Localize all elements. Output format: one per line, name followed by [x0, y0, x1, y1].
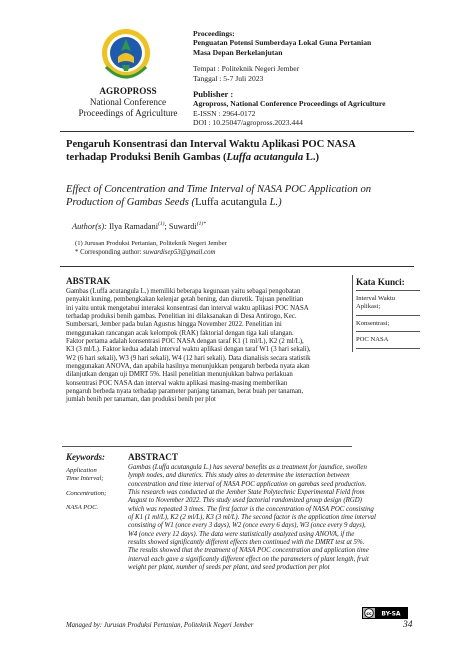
kata-kunci-rule	[356, 290, 420, 291]
etitle-line-1: Effect of Concentration and Time Interval of NASA POC Application on	[66, 184, 372, 195]
corresponding-author: * Corresponding author: suwardisep53@gmail.com	[75, 249, 216, 256]
abstract-line: W4 (once every 12 days). The data were statistically analyzed using ANOVA, if the	[128, 530, 355, 538]
header-divider	[60, 131, 414, 132]
abstrak-line: menggunakan rancangan acak kelompok (RAK) faktorial dengan tiga kali ulangan.	[66, 329, 294, 337]
proceedings-title-1: Penguatan Potensi Sumberdaya Lokal Guna Pertanian	[193, 38, 372, 48]
org-name: AGROPROSS	[99, 86, 157, 96]
proceedings-title-2: Masa Depan Berkelanjutan	[193, 47, 283, 57]
keyword-item: NASA POC.	[66, 504, 99, 512]
proceedings-block	[193, 29, 386, 128]
publisher-label: Publisher :	[193, 89, 234, 100]
abstrak-line: Gambas (Luffa acutangula L.) memiliki beberapa kegunaan yaitu sebagai pengobatan	[66, 288, 301, 295]
affiliation: (1) Jurusan Produksi Pertanian, Politeknik Negeri Jember	[75, 240, 227, 247]
proceedings-label: Proceedings:	[193, 29, 235, 38]
abstrak-line: konsentrasi POC NASA dan interval waktu aplikasi masing-masing memberikan	[66, 379, 288, 387]
agropross-logo-icon	[100, 27, 152, 83]
abstrak-line: terhadap produksi benih gambas. Penelitian ini dilaksanakan di Desa Antirogo, Kec.	[66, 313, 297, 321]
svg-text:cc: cc	[366, 612, 372, 617]
cc-license-icon[interactable]	[362, 607, 408, 619]
column-divider	[352, 275, 353, 352]
abstract-line: lymph nodes, and diuretics. This study aims to determine the interaction between	[128, 472, 350, 480]
kata-kunci-rule	[356, 348, 420, 349]
kata-kunci-rule	[356, 315, 420, 316]
keyword-item: Application Time Interval;	[66, 467, 104, 483]
section-divider	[60, 266, 414, 267]
abstrak-line: penyakit kuning, pembengkakan kelenjar getah bening, dan diuretik. Tujuan penelitian	[66, 296, 304, 304]
org-block	[60, 86, 196, 119]
abstrak-heading: ABSTRAK	[66, 276, 111, 286]
abstrak-line: dilanjutkan dengan uji DMRT 5%. Hasil penelitian menunjukkan bahwa perlakuan	[66, 371, 293, 379]
corresponding-email[interactable]: suwardisep53@gmail.com	[143, 249, 216, 256]
abstrak-line: Sumbersari, Jember pada bulan Agustus hingga November 2022. Penelitian ini	[66, 321, 282, 329]
abstract-line: weight per plant, number of seeds per plant, and seed production per plot	[128, 564, 330, 572]
article-english-title	[66, 183, 416, 209]
kata-kunci-item: Konsentrasi;	[356, 319, 390, 327]
abstract-line: results showed significantly different effects then continued with the DMRT test at 5%.	[128, 539, 365, 547]
authors-label: Author(s):	[72, 221, 107, 231]
abstrak-text	[66, 288, 348, 405]
abstract-line: Gambas (Luffa acutangula L.) has several benefits as a treatment for jaundice, swollen	[128, 464, 367, 471]
page-number: 34	[403, 620, 413, 630]
abstrak-line: jumlah benih per tanaman, dan produksi benih per plot	[66, 396, 216, 404]
keywords-heading: Keywords:	[66, 452, 105, 462]
abstrak-line: K3 (3 ml/L). Faktor kedua adalah interval waktu aplikasi dengan taraf W1 (3 hari sekali),	[66, 346, 311, 354]
publisher-name: Agropross, National Conference Proceedings of Agriculture	[193, 99, 386, 109]
abstrak-line: W2 (6 hari sekali), W3 (9 hari sekali), W4 (12 hari sekali). Data dianalisis secara statistik	[66, 354, 311, 362]
abstrak-line: Faktor pertama adalah konsentrasi POC NASA dengan taraf K1 (1 ml/L), K2 (2 ml/L),	[66, 338, 304, 346]
keyword-item: Concentration;	[66, 489, 107, 497]
kata-kunci-item: POC NASA	[356, 336, 389, 344]
issn: E-ISSN : 2964-0172	[193, 108, 256, 118]
abstract-heading: ABSTRACT	[128, 452, 179, 462]
proceedings-date: Tanggal : 5-7 Juli 2023	[193, 73, 264, 83]
license-badge-text: BY-SA	[381, 610, 401, 618]
abstract-line: consisting of W1 (once every 3 days), W2 (once every 6 days), W3 (once every 9 days),	[128, 522, 366, 530]
abstrak-line: ini yaitu untuk mengetahui interaksi konsentrasi dan interval waktu aplikasi POC NASA	[66, 304, 309, 312]
kata-kunci-box	[356, 277, 420, 353]
abstract-text	[128, 464, 414, 572]
abstract-line: of K1 (1 ml/L), K2 (2 ml/L), K3 (3 ml/L). The second factor is the application time interval	[128, 514, 376, 522]
title-line-1: Pengaruh Konsentrasi dan Interval Waktu Aplikasi POC NASA	[66, 139, 356, 150]
abstrak-line: menggunakan ANOVA, dan apabila hasilnya menunjukkan pengaruh berbeda nyata akan	[66, 363, 310, 371]
article-title	[66, 138, 416, 164]
keywords-box	[66, 452, 124, 513]
authors-line: Author(s): Ilya Ramadani$^{(1)}$; Suwardi$^{(1)*}$	[72, 221, 206, 231]
proceedings-place: Tempat : Politeknik Negeri Jember	[193, 64, 300, 74]
abstract-line: The results showed that the treatment of NASA POC concentration and application time	[128, 547, 369, 555]
abstract-divider	[62, 446, 352, 447]
title-line-2: terhadap Produksi Benih Gambas (Luffa acutangula L.)	[66, 152, 320, 163]
doi: DOI : 10.25047/agropross.2023.444	[193, 118, 303, 128]
abstract-line: This research was conducted at the Jember State Polytechnic Experimental Field from	[128, 489, 365, 497]
author-1: Ilya Ramadani	[106, 221, 159, 231]
abstract-line: August to November 2022. This study used factorial randomized group design (RGD)	[128, 497, 362, 505]
abstrak-line: pengaruh berbeda nyata terhadap parameter panjang tanaman, berat buah per tanaman,	[66, 388, 304, 396]
abstract-line: concentration and time interval of NASA POC application on gambas seed production.	[128, 480, 367, 488]
org-line3: Proceedings of Agriculture	[78, 108, 178, 118]
kata-kunci-item: Interval Waktu Aplikasi;	[356, 295, 396, 311]
author-2: ; Suwardi	[164, 221, 197, 231]
abstract-line: interval each gave a significantly different effect on the parameters of plant length, fruit	[128, 555, 369, 563]
abstract-line: which was repeated 3 times. The first factor is the concentration of NASA POC consisting	[128, 505, 374, 513]
kata-kunci-rule	[356, 331, 420, 332]
kata-kunci-heading: Kata Kunci:	[356, 277, 405, 287]
org-line2: National Conference	[89, 97, 167, 107]
footer-managed-by: Managed by: Jurusan Produksi Pertanian, Politeknik Negeri Jember	[66, 622, 254, 629]
etitle-line-2: Production of Gambas Seeds (Luffa acutangula L.)	[66, 197, 282, 208]
